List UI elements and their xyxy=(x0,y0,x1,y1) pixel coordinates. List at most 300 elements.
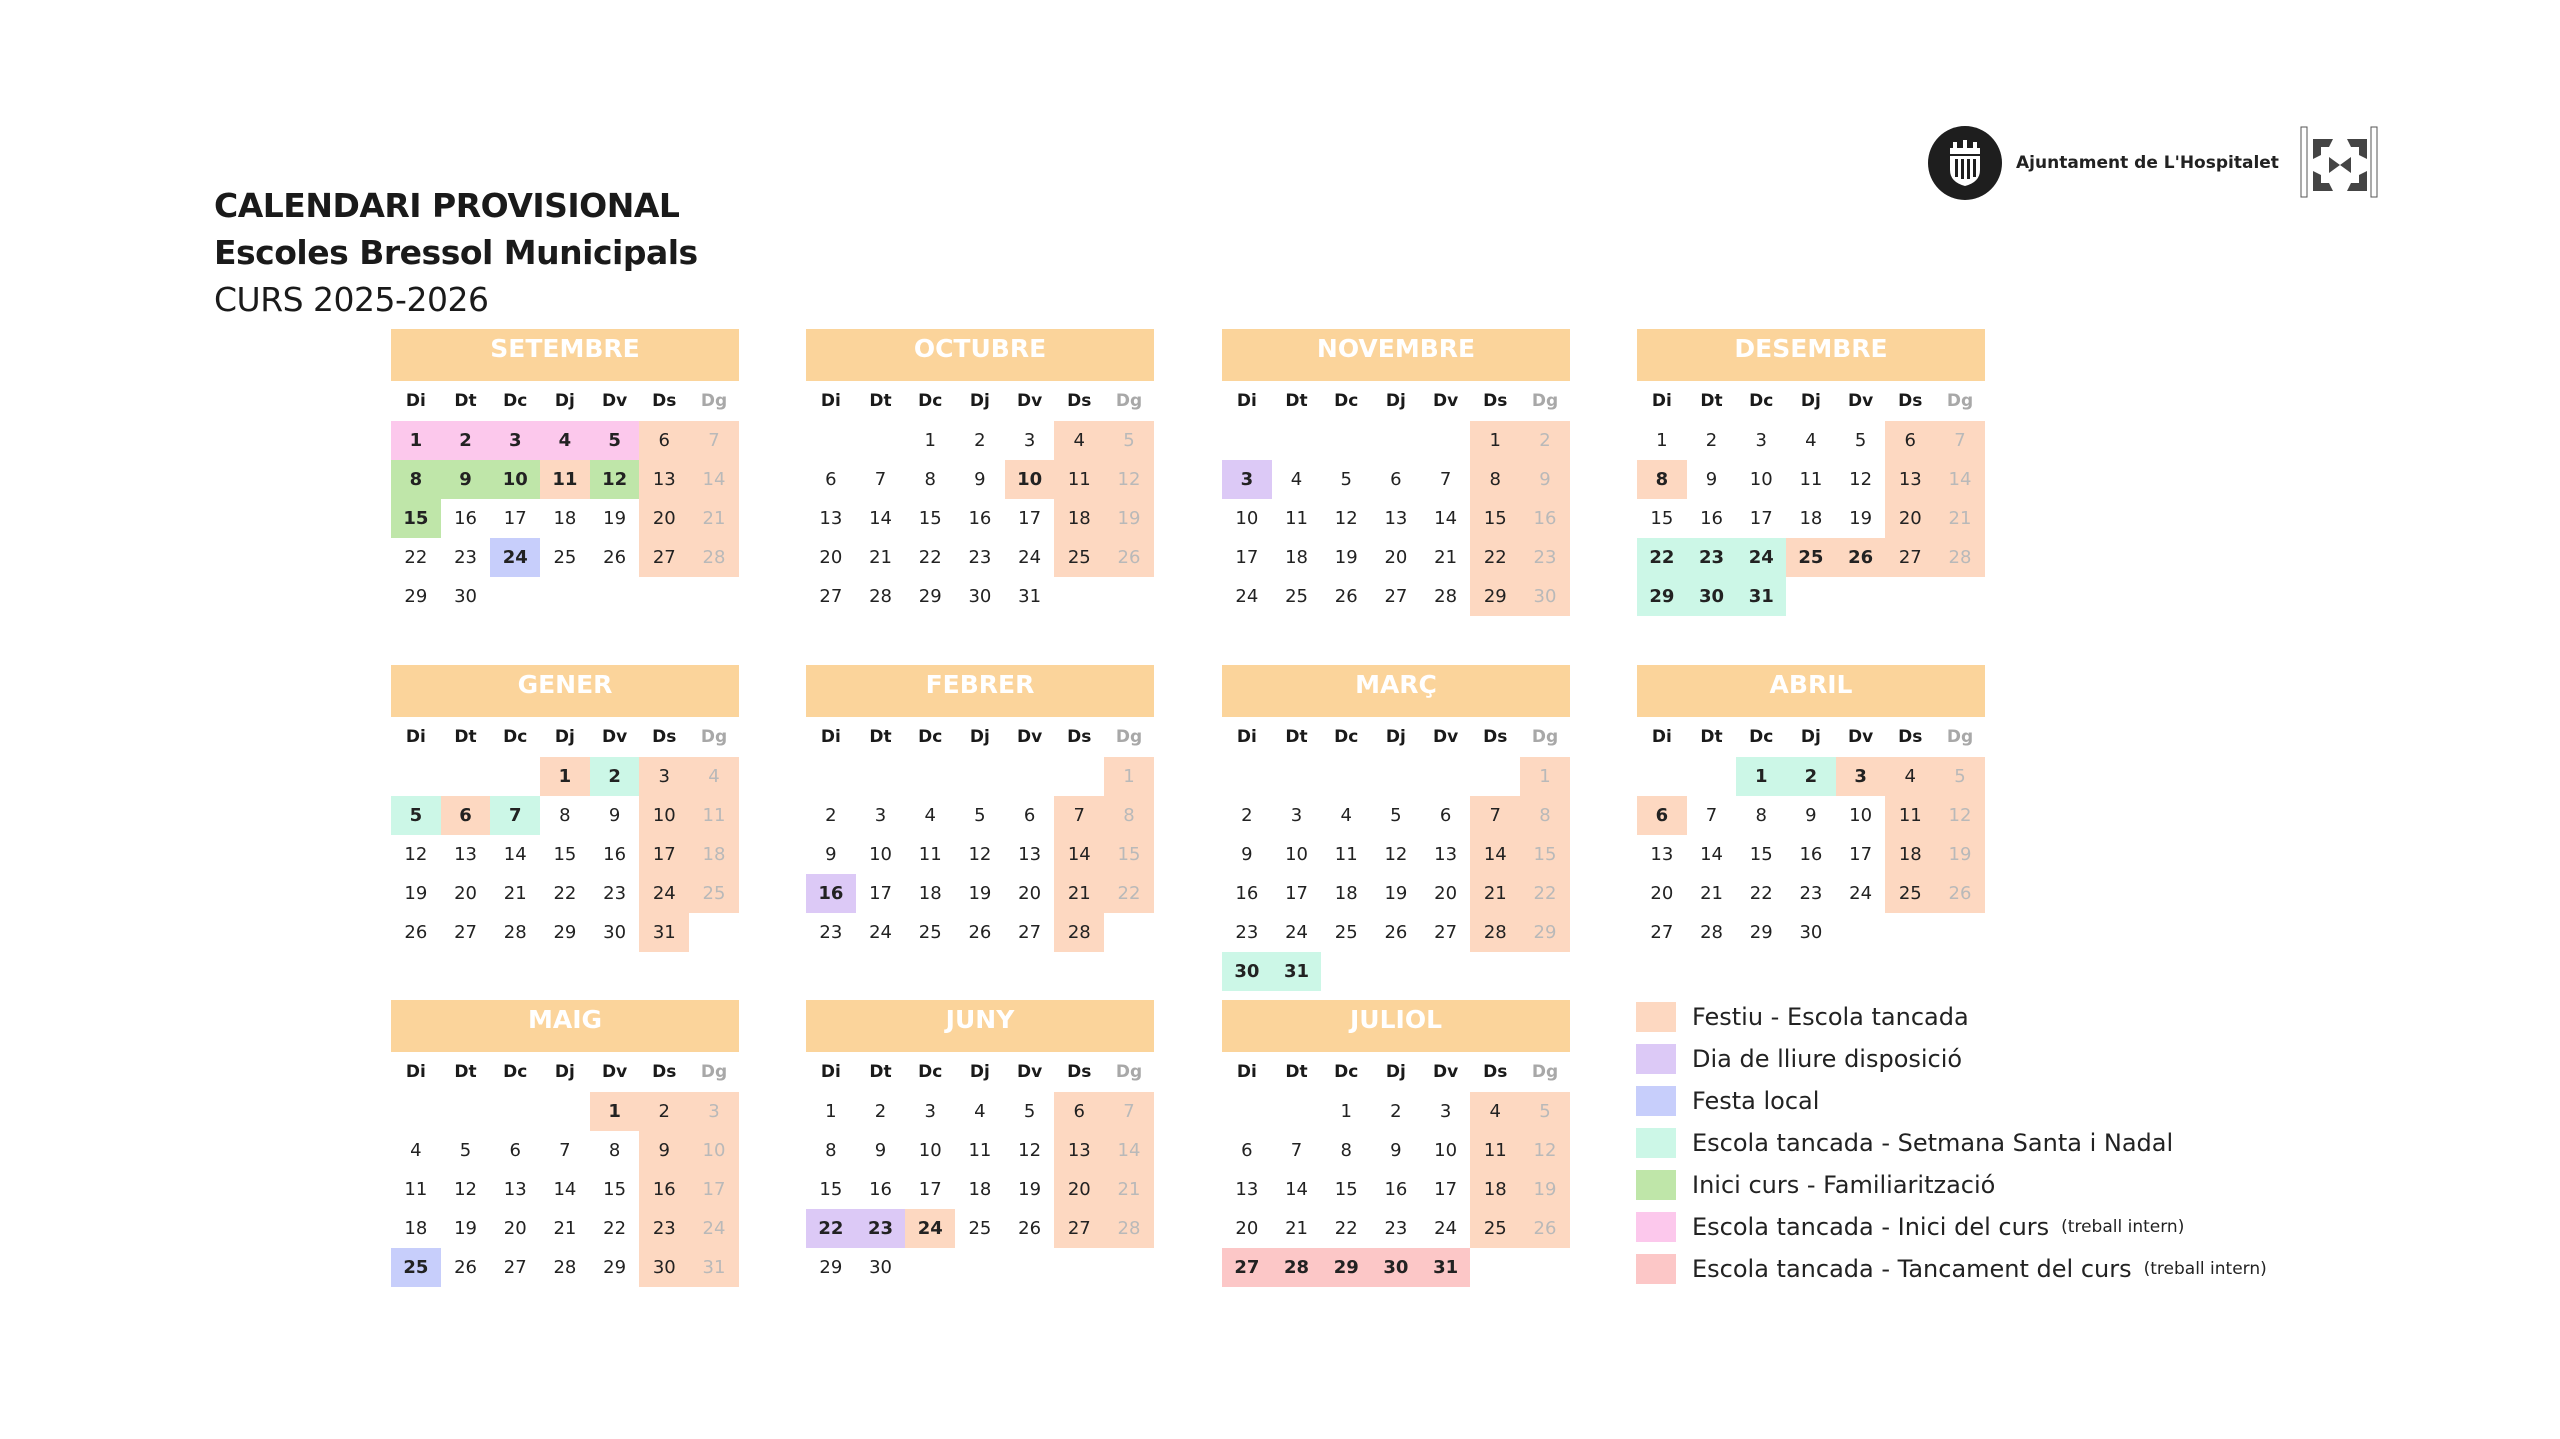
day-cell: 8 xyxy=(1470,460,1520,499)
empty-cell xyxy=(1272,1092,1322,1131)
day-cell: 9 xyxy=(974,469,986,490)
day-cell: 1 xyxy=(1470,421,1520,460)
weekday-label: Dv xyxy=(601,391,628,411)
weekday-label: Dv xyxy=(601,1062,628,1082)
day-cell: 21 xyxy=(1935,499,1985,538)
day-cell: 18 xyxy=(553,508,577,529)
weekday-label: Dc xyxy=(1334,391,1359,411)
day-cell: 25 xyxy=(1470,1209,1520,1248)
day-cell: 12 xyxy=(590,460,640,499)
day-cell: 26 xyxy=(1334,586,1358,607)
day-cell: 12 xyxy=(1520,1131,1570,1170)
legend-label: Festa local xyxy=(1692,1087,1820,1115)
day-cell: 8 xyxy=(391,460,441,499)
day-cell: 9 xyxy=(825,844,837,865)
weekday-label: Di xyxy=(1236,1062,1257,1082)
day-cell: 3 xyxy=(689,1092,739,1131)
day-cell: 13 xyxy=(1434,844,1458,865)
day-grid xyxy=(391,757,739,952)
day-cell: 23 xyxy=(1384,1218,1408,1239)
weekday-label: Dv xyxy=(1847,391,1874,411)
day-cell: 30 xyxy=(639,1248,689,1287)
weekday-label: Dt xyxy=(1700,727,1723,747)
day-cell: 23 xyxy=(603,883,627,904)
day-cell: 2 xyxy=(1705,430,1718,451)
bressol-municipals-logo-icon xyxy=(2299,125,2379,200)
weekday-label: Ds xyxy=(1067,727,1092,747)
day-cell: 12 xyxy=(1849,469,1873,490)
empty-cell xyxy=(1687,757,1737,796)
day-cell: 13 xyxy=(1018,844,1042,865)
empty-cell xyxy=(806,757,856,796)
day-cell: 31 xyxy=(1421,1248,1471,1287)
day-cell: 7 xyxy=(559,1140,571,1161)
empty-cell xyxy=(1371,421,1421,460)
weekday-label: Dc xyxy=(1749,391,1774,411)
weekday-header xyxy=(391,717,739,757)
weekday-label: Di xyxy=(405,391,426,411)
day-cell: 7 xyxy=(490,796,540,835)
weekday-label: Di xyxy=(405,1062,426,1082)
day-cell: 27 xyxy=(1018,922,1042,943)
month-2 xyxy=(806,329,1154,616)
day-cell: 4 xyxy=(1290,469,1303,490)
day-cell: 9 xyxy=(1520,460,1570,499)
empty-cell xyxy=(856,421,906,460)
weekday-label: Dj xyxy=(969,391,990,411)
empty-cell xyxy=(1421,421,1471,460)
day-cell: 3 xyxy=(1222,460,1272,499)
day-cell: 6 xyxy=(1390,469,1402,490)
day-cell: 28 xyxy=(553,1257,577,1278)
month-7 xyxy=(1222,665,1570,991)
day-cell: 19 xyxy=(1018,1179,1042,1200)
day-cell: 4 xyxy=(1054,421,1104,460)
empty-cell xyxy=(441,757,491,796)
day-cell: 22 xyxy=(1104,874,1154,913)
empty-cell xyxy=(1371,757,1421,796)
day-cell: 17 xyxy=(1434,1179,1458,1200)
empty-cell xyxy=(1637,757,1687,796)
month-name: NOVEMBRE xyxy=(1222,329,1570,381)
weekday-label: Ds xyxy=(1898,391,1923,411)
day-cell: 5 xyxy=(1520,1092,1570,1131)
day-cell: 26 xyxy=(1104,538,1154,577)
day-cell: 1 xyxy=(924,430,936,451)
day-cell: 24 xyxy=(1235,586,1259,607)
weekday-header xyxy=(1222,381,1570,421)
day-cell: 22 xyxy=(1749,883,1773,904)
weekday-label: Dv xyxy=(1432,391,1459,411)
day-cell: 24 xyxy=(1434,1218,1458,1239)
weekday-label: Dj xyxy=(554,1062,575,1082)
day-cell: 11 xyxy=(1054,460,1104,499)
day-cell: 26 xyxy=(1384,922,1408,943)
weekday-label: Dg xyxy=(1531,1062,1559,1082)
day-cell: 23 xyxy=(819,922,843,943)
day-cell: 24 xyxy=(689,1209,739,1248)
weekday-label: Di xyxy=(1236,391,1257,411)
day-grid xyxy=(806,421,1154,616)
day-cell: 17 xyxy=(869,883,892,904)
day-cell: 18 xyxy=(689,835,739,874)
day-cell: 17 xyxy=(503,508,527,529)
day-cell: 14 xyxy=(1054,835,1104,874)
day-cell: 28 xyxy=(689,538,739,577)
day-cell: 20 xyxy=(1054,1170,1104,1209)
legend-item-nadal xyxy=(1636,1122,2267,1164)
legend xyxy=(1636,996,2267,1290)
day-cell: 12 xyxy=(1104,460,1154,499)
empty-cell xyxy=(1470,757,1520,796)
day-cell: 5 xyxy=(1390,805,1402,826)
day-cell: 18 xyxy=(918,883,942,904)
empty-cell xyxy=(490,757,540,796)
day-cell: 7 xyxy=(1470,796,1520,835)
day-cell: 16 xyxy=(968,508,992,529)
day-grid xyxy=(806,757,1154,952)
day-cell: 10 xyxy=(639,796,689,835)
weekday-header xyxy=(806,1052,1154,1092)
empty-cell xyxy=(856,757,906,796)
day-cell: 24 xyxy=(1849,883,1873,904)
day-cell: 27 xyxy=(1384,586,1408,607)
weekday-label: Dt xyxy=(1285,1062,1308,1082)
day-cell: 4 xyxy=(1340,805,1352,826)
day-cell: 24 xyxy=(869,922,892,943)
weekday-label: Dj xyxy=(554,727,575,747)
day-cell: 5 xyxy=(459,1140,472,1161)
month-8 xyxy=(1637,665,1985,952)
day-cell: 1 xyxy=(825,1101,837,1122)
day-cell: 14 xyxy=(503,844,527,865)
day-cell: 2 xyxy=(825,805,837,826)
weekday-label: Ds xyxy=(652,391,677,411)
page-title: CALENDARI PROVISIONAL xyxy=(214,186,680,225)
weekday-label: Ds xyxy=(1898,727,1923,747)
title-block xyxy=(214,182,698,323)
weekday-label: Dg xyxy=(1946,727,1974,747)
day-cell: 3 xyxy=(1023,430,1036,451)
weekday-label: Ds xyxy=(1483,727,1508,747)
day-cell: 15 xyxy=(918,508,942,529)
legend-label: Inici curs - Familiarització xyxy=(1692,1171,1996,1199)
day-cell: 21 xyxy=(1470,874,1520,913)
day-cell: 25 xyxy=(1054,538,1104,577)
day-cell: 23 xyxy=(454,547,477,568)
day-cell: 31 xyxy=(1272,952,1322,991)
day-cell: 3 xyxy=(639,757,689,796)
day-cell: 19 xyxy=(1104,499,1154,538)
legend-label: Escola tancada - Setmana Santa i Nadal xyxy=(1692,1129,2174,1157)
day-cell: 9 xyxy=(441,460,491,499)
weekday-label: Dv xyxy=(1847,727,1874,747)
day-cell: 1 xyxy=(1656,430,1668,451)
day-cell: 30 xyxy=(1520,577,1570,616)
weekday-label: Ds xyxy=(1483,1062,1508,1082)
school-year: CURS 2025-2026 xyxy=(214,280,489,319)
weekday-label: Dj xyxy=(969,727,990,747)
empty-cell xyxy=(391,757,441,796)
day-grid xyxy=(806,1092,1154,1287)
day-cell: 5 xyxy=(1104,421,1154,460)
day-cell: 2 xyxy=(1520,421,1570,460)
day-cell: 4 xyxy=(974,1101,986,1122)
legend-label: Escola tancada - Tancament del curs xyxy=(1692,1255,2132,1283)
weekday-header xyxy=(806,381,1154,421)
weekday-label: Dj xyxy=(1385,391,1406,411)
empty-cell xyxy=(540,1092,590,1131)
weekday-label: Dt xyxy=(869,391,892,411)
month-6 xyxy=(806,665,1154,952)
day-cell: 16 xyxy=(454,508,477,529)
empty-cell xyxy=(1054,757,1104,796)
day-cell: 6 xyxy=(1054,1092,1104,1131)
day-cell: 8 xyxy=(1340,1140,1352,1161)
empty-cell xyxy=(1005,757,1055,796)
month-name: MARÇ xyxy=(1222,665,1570,717)
day-cell: 30 xyxy=(968,586,992,607)
day-cell: 30 xyxy=(1371,1248,1421,1287)
day-cell: 4 xyxy=(924,805,936,826)
legend-item-local xyxy=(1636,1080,2267,1122)
empty-cell xyxy=(391,1092,441,1131)
day-cell: 24 xyxy=(490,538,540,577)
day-cell: 24 xyxy=(1285,922,1308,943)
day-cell: 4 xyxy=(410,1140,422,1161)
day-cell: 9 xyxy=(874,1140,887,1161)
day-cell: 29 xyxy=(1749,922,1773,943)
day-cell: 10 xyxy=(918,1140,942,1161)
day-cell: 17 xyxy=(1018,508,1042,529)
empty-cell xyxy=(1321,421,1371,460)
day-cell: 6 xyxy=(1241,1140,1253,1161)
weekday-label: Dc xyxy=(1334,727,1359,747)
day-cell: 3 xyxy=(490,421,540,460)
weekday-label: Dc xyxy=(503,727,528,747)
day-cell: 7 xyxy=(1705,805,1718,826)
day-cell: 24 xyxy=(1736,538,1786,577)
day-cell: 22 xyxy=(918,547,942,568)
day-cell: 23 xyxy=(639,1209,689,1248)
weekday-label: Dg xyxy=(700,391,728,411)
day-cell: 15 xyxy=(1470,499,1520,538)
day-cell: 5 xyxy=(391,796,441,835)
day-cell: 31 xyxy=(1018,586,1042,607)
month-name: OCTUBRE xyxy=(806,329,1154,381)
day-cell: 3 xyxy=(1755,430,1767,451)
weekday-label: Dv xyxy=(1016,1062,1043,1082)
day-cell: 11 xyxy=(404,1179,428,1200)
day-cell: 26 xyxy=(1018,1218,1042,1239)
legend-item-inici xyxy=(1636,1164,2267,1206)
day-cell: 27 xyxy=(1054,1209,1104,1248)
day-cell: 25 xyxy=(1786,538,1836,577)
day-cell: 10 xyxy=(1005,460,1055,499)
day-cell: 14 xyxy=(1935,460,1985,499)
weekday-label: Dv xyxy=(1016,391,1043,411)
day-cell: 13 xyxy=(454,844,477,865)
weekday-label: Ds xyxy=(1067,391,1092,411)
day-cell: 20 xyxy=(1384,547,1408,568)
weekday-label: Dc xyxy=(918,727,943,747)
weekday-label: Dt xyxy=(1285,391,1308,411)
day-cell: 18 xyxy=(1054,499,1104,538)
day-cell: 11 xyxy=(1285,508,1308,529)
day-cell: 26 xyxy=(1520,1209,1570,1248)
day-cell: 18 xyxy=(1470,1170,1520,1209)
month-3 xyxy=(1222,329,1570,616)
month-name: FEBRER xyxy=(806,665,1154,717)
day-cell: 25 xyxy=(553,547,577,568)
weekday-header xyxy=(1637,717,1985,757)
day-cell: 8 xyxy=(559,805,571,826)
day-cell: 8 xyxy=(1104,796,1154,835)
day-cell: 3 xyxy=(1439,1101,1452,1122)
day-cell: 25 xyxy=(1885,874,1935,913)
weekday-label: Dj xyxy=(1385,727,1406,747)
legend-label: Escola tancada - Inici del curs xyxy=(1692,1213,2050,1241)
day-cell: 21 xyxy=(503,883,527,904)
day-cell: 17 xyxy=(1849,844,1873,865)
day-cell: 2 xyxy=(1786,757,1836,796)
day-cell: 6 xyxy=(509,1140,521,1161)
day-cell: 5 xyxy=(974,805,986,826)
day-cell: 6 xyxy=(1023,805,1036,826)
day-cell: 27 xyxy=(1650,922,1674,943)
empty-cell xyxy=(955,757,1005,796)
legend-swatch xyxy=(1636,1044,1676,1074)
weekday-header xyxy=(1637,381,1985,421)
day-cell: 21 xyxy=(1434,547,1458,568)
day-cell: 6 xyxy=(639,421,689,460)
day-cell: 6 xyxy=(825,469,837,490)
day-cell: 11 xyxy=(1799,469,1823,490)
day-cell: 26 xyxy=(404,922,428,943)
empty-cell xyxy=(1272,757,1322,796)
day-cell: 28 xyxy=(1470,913,1520,952)
day-cell: 5 xyxy=(1340,469,1352,490)
legend-item-festiu xyxy=(1636,996,2267,1038)
weekday-label: Dt xyxy=(454,391,477,411)
day-cell: 21 xyxy=(869,547,892,568)
day-cell: 1 xyxy=(590,1092,640,1131)
day-cell: 6 xyxy=(1439,805,1452,826)
day-cell: 1 xyxy=(1520,757,1570,796)
weekday-label: Dg xyxy=(700,1062,728,1082)
day-cell: 30 xyxy=(454,586,477,607)
day-cell: 7 xyxy=(874,469,887,490)
day-cell: 8 xyxy=(608,1140,621,1161)
weekday-label: Dc xyxy=(918,1062,943,1082)
empty-cell xyxy=(806,421,856,460)
weekday-label: Dc xyxy=(1749,727,1774,747)
legend-note: (treball intern) xyxy=(2061,1217,2185,1237)
day-cell: 9 xyxy=(639,1131,689,1170)
weekday-label: Dt xyxy=(1700,391,1723,411)
weekday-header xyxy=(1222,1052,1570,1092)
legend-label: Dia de lliure disposició xyxy=(1692,1045,1963,1073)
day-cell: 11 xyxy=(1334,844,1358,865)
day-cell: 13 xyxy=(1885,460,1935,499)
weekday-label: Di xyxy=(820,1062,841,1082)
day-cell: 9 xyxy=(1805,805,1817,826)
day-cell: 19 xyxy=(603,508,627,529)
day-cell: 13 xyxy=(1384,508,1408,529)
day-cell: 4 xyxy=(1885,757,1935,796)
day-cell: 18 xyxy=(1885,835,1935,874)
day-cell: 21 xyxy=(1700,883,1723,904)
day-cell: 15 xyxy=(1334,1179,1358,1200)
day-cell: 17 xyxy=(1749,508,1773,529)
day-cell: 1 xyxy=(540,757,590,796)
day-cell: 21 xyxy=(553,1218,577,1239)
day-cell: 6 xyxy=(441,796,491,835)
day-cell: 10 xyxy=(490,460,540,499)
day-cell: 12 xyxy=(404,844,428,865)
weekday-label: Dg xyxy=(1946,391,1974,411)
weekday-label: Dj xyxy=(554,391,575,411)
day-cell: 11 xyxy=(918,844,942,865)
day-cell: 16 xyxy=(1700,508,1723,529)
weekday-label: Dv xyxy=(601,727,628,747)
day-cell: 12 xyxy=(1018,1140,1042,1161)
day-cell: 5 xyxy=(1854,430,1867,451)
day-cell: 23 xyxy=(1235,922,1259,943)
empty-cell xyxy=(1421,757,1471,796)
weekday-label: Di xyxy=(1651,727,1672,747)
day-cell: 9 xyxy=(1390,1140,1402,1161)
day-cell: 20 xyxy=(1018,883,1042,904)
month-name: JULIOL xyxy=(1222,1000,1570,1052)
day-cell: 23 xyxy=(1520,538,1570,577)
day-cell: 15 xyxy=(819,1179,843,1200)
day-cell: 23 xyxy=(856,1209,906,1248)
weekday-label: Di xyxy=(1651,391,1672,411)
day-cell: 10 xyxy=(689,1131,739,1170)
month-name: MAIG xyxy=(391,1000,739,1052)
day-cell: 13 xyxy=(1054,1131,1104,1170)
day-cell: 21 xyxy=(689,499,739,538)
weekday-label: Di xyxy=(820,391,841,411)
day-cell: 15 xyxy=(391,499,441,538)
day-cell: 20 xyxy=(503,1218,527,1239)
day-cell: 30 xyxy=(869,1257,892,1278)
day-cell: 2 xyxy=(1241,805,1253,826)
day-cell: 15 xyxy=(1650,508,1674,529)
page-subtitle: Escoles Bressol Municipals xyxy=(214,233,698,272)
day-cell: 2 xyxy=(974,430,986,451)
day-cell: 8 xyxy=(1637,460,1687,499)
day-cell: 17 xyxy=(639,835,689,874)
day-cell: 6 xyxy=(1885,421,1935,460)
day-cell: 29 xyxy=(819,1257,843,1278)
day-cell: 18 xyxy=(968,1179,992,1200)
day-cell: 12 xyxy=(1384,844,1408,865)
day-cell: 10 xyxy=(1749,469,1773,490)
weekday-label: Dj xyxy=(1800,391,1821,411)
day-cell: 14 xyxy=(1470,835,1520,874)
weekday-label: Dv xyxy=(1432,1062,1459,1082)
day-cell: 1 xyxy=(1340,1101,1352,1122)
day-cell: 9 xyxy=(1241,844,1253,865)
day-cell: 10 xyxy=(1849,805,1873,826)
day-cell: 10 xyxy=(1285,844,1308,865)
day-cell: 28 xyxy=(869,586,892,607)
day-cell: 14 xyxy=(1700,844,1723,865)
day-cell: 12 xyxy=(968,844,992,865)
legend-note: (treball intern) xyxy=(2143,1259,2267,1279)
